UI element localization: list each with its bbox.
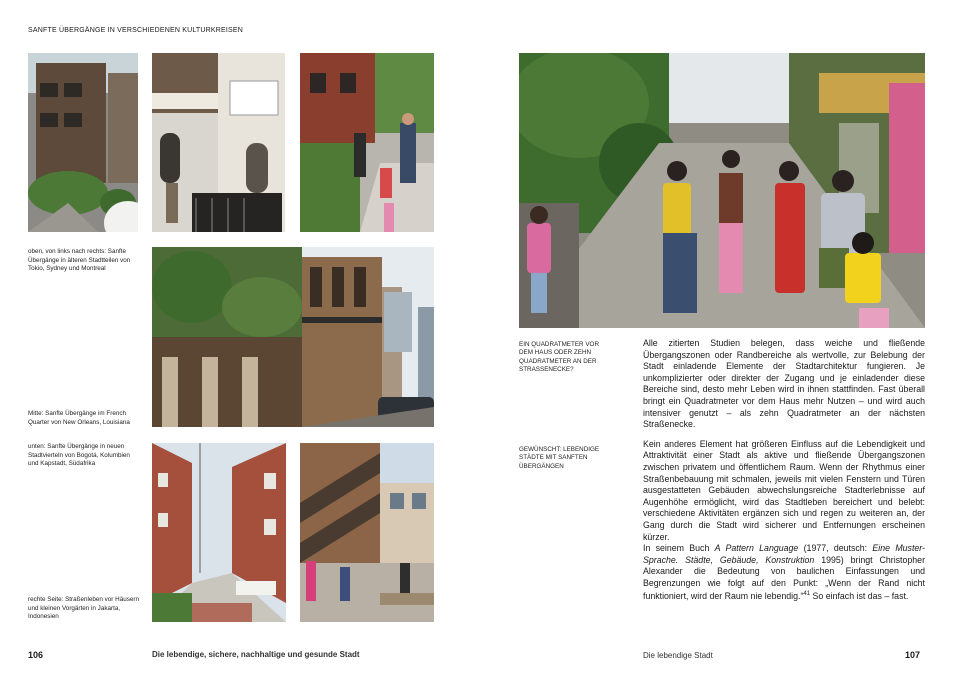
book-title: A Pattern Language [714, 543, 799, 554]
page-number-left: 106 [28, 650, 44, 660]
photo-sydney [152, 53, 285, 232]
photo-montreal [300, 53, 434, 232]
photo-kapstadt [300, 443, 434, 622]
paragraph-3-mid: (1977, deutsch: [798, 543, 873, 554]
photo-bogota [152, 443, 286, 622]
paragraph-2: Kein anderes Element hat größeren Einfluss auf die Lebendigkeit und Attraktivität einer Stadt als aktive und fließende Übergangszonen zwischen privatem und öffentlichem Raum. Wenn der Rhythmus einer Straßenbebauung mit schmalen, jeweils mit vielen Fenstern und Türen ausgestatteten Gebäuden abwechslungsreiche Stadterlebnisse auf Augenhöhe ermöglicht, wird das Stadtleben bereichert und belebt: verschiedene Aktivitäten ergänzen sich und regen zu weiteren an, der Gang durch die Stadt wird sicherer und Entfernungen erscheinen kürzer. [643, 438, 925, 542]
paragraph-1: Alle zitierten Studien belegen, dass weiche und fließende Übergangszonen oder Randbereiche als wertvolle, zur Belebung der Stadt einladende Elemente der Stadtarchitektur fungieren. Je unkomplizierter oder direkter der Zugang und je einladender diese Bereiche sind, desto mehr Leben wird in ihnen stattfinden. Fast überall bringt ein Quadratmeter vor dem Haus mehr Nutzen – und wird auch intensiver genutzt – als zehn Quadratmeter an der nächsten Straßenecke. [643, 338, 925, 430]
photo-jakarta [519, 53, 925, 328]
footnote-ref: 41 [803, 591, 811, 598]
paragraph-3 [643, 543, 925, 603]
footer-title-left: Die lebendige, sichere, nachhaltige und gesunde Stadt [152, 650, 360, 659]
body-text-column [643, 338, 925, 603]
photo-tokio [28, 53, 138, 232]
sidehead-1: EIN QUADRATMETER VOR DEM HAUS ODER ZEHN QUADRATMETER AN DER STRASSENECKE? [519, 341, 599, 374]
paragraph-3-end: 1995) bringt Christopher Alexander die Bedeutung von baulichen Einfassungen und Begrenzungen wie folgt auf den Punkt: „Wenn der Rand nicht funktioniert, wird der Raum nie lebendig.“ [643, 554, 925, 602]
paragraph-3-intro: In seinem Buch [643, 543, 715, 554]
running-head: SANFTE ÜBERGÄNGE IN VERSCHIEDENEN KULTURKREISEN [28, 27, 244, 34]
footer-title-right: Die lebendige Stadt [643, 651, 713, 660]
caption-right-page: rechte Seite: Straßenleben vor Häusern und kleinen Vorgärten in Jakarta, Indonesien [28, 596, 139, 621]
caption-middle: Mitte: Sanfte Übergänge im French Quarter von New Orleans, Louisiana [28, 410, 130, 426]
caption-lower: unten: Sanfte Übergänge in neuen Stadtvierteln von Bogotá, Kolumbien und Kapstadt, Südafrika [28, 443, 130, 468]
book-title-de: Eine Muster-Sprache. Städte, Gebäude, Konstruktion [643, 543, 925, 565]
page-number-right: 107 [905, 650, 921, 660]
paragraph-3-close: So einfach ist das – fast. [810, 591, 909, 602]
photo-new-orleans [152, 247, 434, 427]
caption-top: oben, von links nach rechts: Sanfte Übergänge in älteren Stadtteilen von Tokio, Sydney und Montreal [28, 248, 131, 273]
sidehead-2: GEWÜNSCHT: LEBENDIGE STÄDTE MIT SANFTEN ÜBERGÄNGEN [519, 446, 600, 470]
